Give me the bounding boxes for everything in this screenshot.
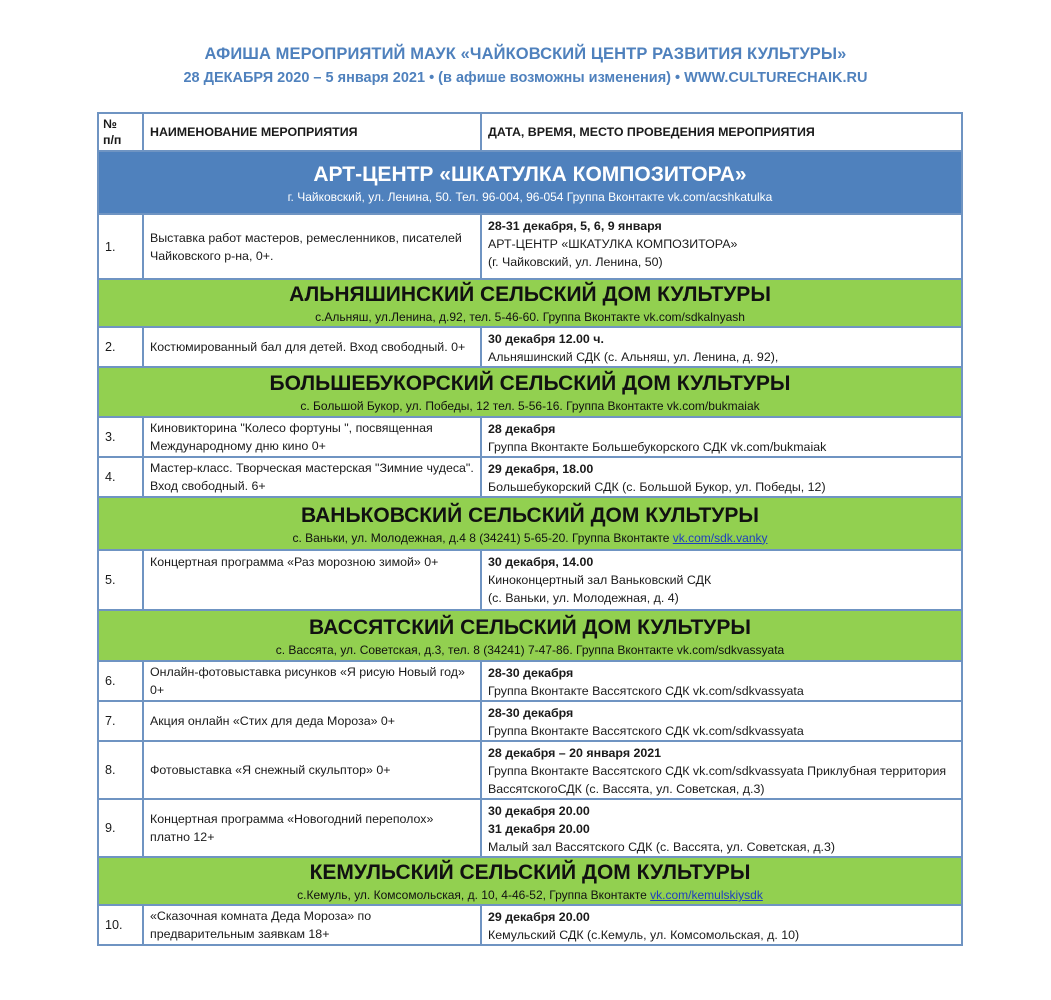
event-date-place: [481, 661, 962, 701]
event-place: Киноконцертный зал Ваньковский СДК: [488, 573, 712, 587]
event-number: 8.: [98, 741, 143, 799]
event-date: 28-31 декабря, 5, 6, 9 января: [488, 219, 662, 233]
event-date: 30 декабря 12.00 ч.: [488, 332, 604, 346]
event-place: Группа Вконтакте Вассятского СДК vk.com/sdkvassyata Приклубная территория ВассятскогоСДК (с. Вассята, ул. Советская, д.3): [488, 764, 947, 796]
event-date-place: [481, 457, 962, 497]
section-info: г. Чайковский, ул. Ленина, 50. Тел. 96-004, 96-054 Группа Вконтакте vk.com/acshkatulka: [287, 189, 773, 204]
event-number: 10.: [98, 905, 143, 945]
table-row: [98, 661, 962, 701]
event-number: 3.: [98, 417, 143, 457]
event-name: Костюмированный бал для детей. Вход свободный. 0+: [143, 327, 481, 367]
section-info-text: с. Ваньки, ул. Молодежная, д.4 8 (34241) 5-65-20. Группа Вконтакте: [292, 530, 673, 545]
event-number: 4.: [98, 457, 143, 497]
event-date: 29 декабря 20.00: [488, 910, 590, 924]
event-date: 29 декабря, 18.00: [488, 462, 594, 476]
event-date-place: [481, 741, 962, 799]
event-date-place: [481, 905, 962, 945]
event-number: 7.: [98, 701, 143, 741]
section-info-text: с.Кемуль, ул. Комсомольская, д. 10, 4-46-52, Группа Вконтакте: [297, 888, 651, 902]
section-info: с. Вассята, ул. Советская, д.3, тел. 8 (34241) 7-47-86. Группа Вконтакте vk.com/sdkvassyata: [275, 642, 785, 657]
section-header: [98, 857, 962, 905]
event-name: «Сказочная комната Деда Мороза» по предварительным заявкам 18+: [143, 905, 481, 945]
event-name: Концертная программа «Раз морозною зимой» 0+: [143, 550, 481, 610]
table-row: [98, 741, 962, 799]
event-date-place: [481, 417, 962, 457]
event-number: 5.: [98, 550, 143, 610]
table-header-row: [98, 113, 962, 151]
section-cell: [98, 857, 962, 905]
section-cell: [98, 151, 962, 214]
section-header: [98, 367, 962, 417]
event-date-place: [481, 214, 962, 279]
table-row: [98, 799, 962, 857]
event-place: Кемульский СДК (с.Кемуль, ул. Комсомольская, д. 10): [488, 928, 800, 942]
event-number: 2.: [98, 327, 143, 367]
event-name: Киновикторина "Колесо фортуны ", посвященная Международному дню кино 0+: [143, 417, 481, 457]
event-place: Группа Вконтакте Вассятского СДК vk.com/sdkvassyata: [488, 684, 804, 698]
table-row: [98, 457, 962, 497]
event-name: Фотовыставка «Я снежный скульптор» 0+: [143, 741, 481, 799]
event-place: Альняшинский СДК (с. Альняш, ул. Ленина, д. 92),: [488, 350, 779, 364]
event-number: 6.: [98, 661, 143, 701]
event-name: Онлайн-фотовыставка рисунков «Я рисую Новый год» 0+: [143, 661, 481, 701]
column-header-number-line2: п/п: [103, 133, 122, 147]
section-title: БОЛЬШЕБУКОРСКИЙ СЕЛЬСКИЙ ДОМ КУЛЬТУРЫ: [269, 372, 791, 395]
section-title: ВАССЯТСКИЙ СЕЛЬСКИЙ ДОМ КУЛЬТУРЫ: [309, 615, 751, 639]
section-title: ВАНЬКОВСКИЙ СЕЛЬСКИЙ ДОМ КУЛЬТУРЫ: [301, 503, 759, 527]
section-header: [98, 151, 962, 214]
event-date: 28-30 декабря: [488, 706, 574, 720]
event-date-place: [481, 327, 962, 367]
event-date-place: [481, 799, 962, 857]
section-cell: [98, 497, 962, 550]
column-header-number-line1: №: [103, 117, 117, 131]
event-place: Большебукорский СДК (с. Большой Букор, ул. Победы, 12): [488, 480, 826, 494]
event-name: Выставка работ мастеров, ремесленников, писателей Чайковского р-на, 0+.: [143, 214, 481, 279]
table-row: [98, 905, 962, 945]
vk-group-link[interactable]: vk.com/kemulskiysdk: [650, 888, 763, 902]
section-cell: [98, 610, 962, 661]
event-place: Группа Вконтакте Большебукорского СДК vk.com/bukmaiak: [488, 440, 827, 454]
event-date: 28-30 декабря: [488, 666, 574, 680]
vk-group-link[interactable]: vk.com/sdk.vanky: [672, 530, 768, 545]
event-number: 1.: [98, 214, 143, 279]
section-header: [98, 279, 962, 327]
event-place: АРТ-ЦЕНТР «ШКАТУЛКА КОМПОЗИТОРА»: [488, 237, 738, 251]
event-number: 9.: [98, 799, 143, 857]
section-title: КЕМУЛЬСКИЙ СЕЛЬСКИЙ ДОМ КУЛЬТУРЫ: [309, 861, 751, 884]
page-subtitle: 28 ДЕКАБРЯ 2020 – 5 января 2021 • (в афише возможны изменения) • WWW.CULTURECHAIK.RU: [183, 70, 868, 86]
table-row: [98, 550, 962, 610]
event-date: 30 декабря, 14.00: [488, 555, 594, 569]
event-name: Концертная программа «Новогодний переполох» платно 12+: [143, 799, 481, 857]
event-place: Малый зал Вассятского СДК (с. Вассята, ул. Советская, д.3): [488, 840, 836, 854]
table-row: [98, 701, 962, 741]
event-date: 30 декабря 20.00: [488, 804, 590, 818]
event-date: 28 декабря: [488, 422, 556, 436]
event-date: 28 декабря – 20 января 2021: [488, 746, 662, 760]
section-cell: [98, 279, 962, 327]
column-header-date-place: ДАТА, ВРЕМЯ, МЕСТО ПРОВЕДЕНИЯ МЕРОПРИЯТИЯ: [481, 113, 962, 151]
event-date-2: 31 декабря 20.00: [488, 822, 590, 836]
section-info: с.Альняш, ул.Ленина, д.92, тел. 5-46-60. Группа Вконтакте vk.com/sdkalnyash: [315, 310, 745, 324]
section-cell: [98, 367, 962, 417]
section-info: [105, 530, 955, 546]
event-date-place: [481, 550, 962, 610]
section-title: АЛЬНЯШИНСКИЙ СЕЛЬСКИЙ ДОМ КУЛЬТУРЫ: [289, 283, 771, 306]
column-header-name: НАИМЕНОВАНИЕ МЕРОПРИЯТИЯ: [143, 113, 481, 151]
column-header-number: [98, 113, 143, 151]
event-date-place: [481, 701, 962, 741]
event-name: Акция онлайн «Стих для деда Мороза» 0+: [143, 701, 481, 741]
event-place: (г. Чайковский, ул. Ленина, 50): [488, 255, 663, 269]
page-title: АФИША МЕРОПРИЯТИЙ МАУК «ЧАЙКОВСКИЙ ЦЕНТР РАЗВИТИЯ КУЛЬТУРЫ»: [204, 45, 847, 63]
table-row: [98, 327, 962, 367]
section-header: [98, 497, 962, 550]
section-info: [105, 887, 955, 903]
events-table: [97, 112, 963, 946]
event-name: Мастер-класс. Творческая мастерская "Зимние чудеса". Вход свободный. 6+: [143, 457, 481, 497]
section-title: АРТ-ЦЕНТР «ШКАТУЛКА КОМПОЗИТОРА»: [313, 162, 747, 186]
table-row: [98, 417, 962, 457]
table-row: [98, 214, 962, 279]
event-place: (с. Ваньки, ул. Молодежная, д. 4): [488, 591, 679, 605]
section-header: [98, 610, 962, 661]
section-info: с. Большой Букор, ул. Победы, 12 тел. 5-56-16. Группа Вконтакте vk.com/bukmaiak: [300, 399, 760, 413]
event-place: Группа Вконтакте Вассятского СДК vk.com/sdkvassyata: [488, 724, 804, 738]
